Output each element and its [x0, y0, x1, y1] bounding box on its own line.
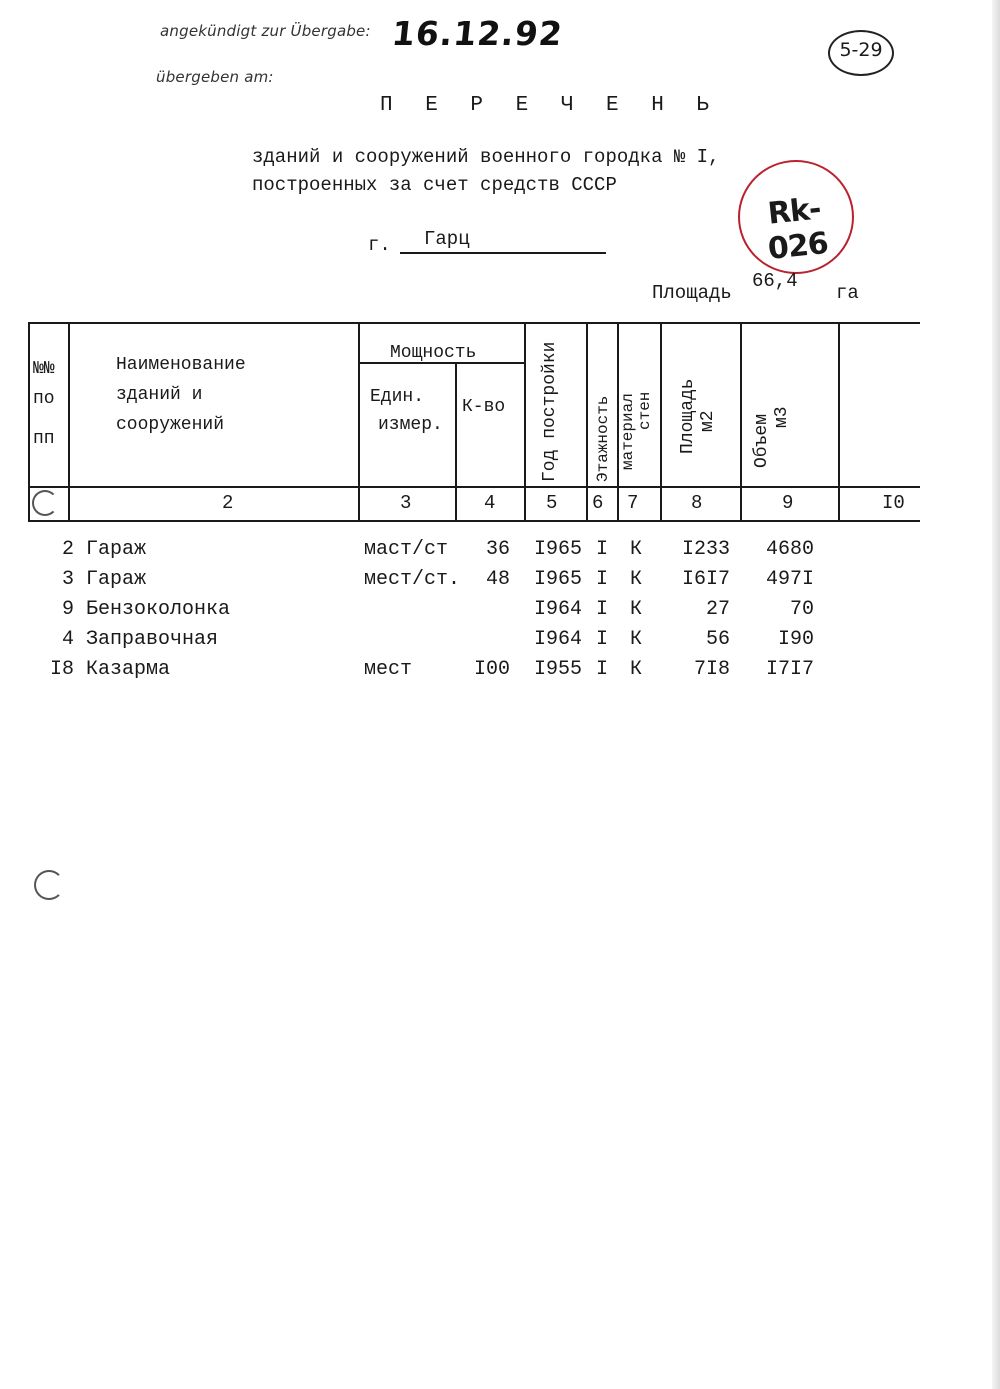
- header-qty: К-во: [462, 397, 506, 417]
- cell-no: 2: [61, 538, 74, 561]
- cell-floors: I: [596, 628, 609, 651]
- scan-edge: [992, 0, 1000, 1389]
- area-label: Площадь: [652, 282, 732, 304]
- cell-name: Бензоколонка: [86, 598, 231, 621]
- header-name-2: зданий и: [116, 385, 203, 405]
- cell-name: Казарма: [86, 658, 171, 681]
- cell-area: I6I7: [681, 568, 730, 591]
- punch-hole: [34, 870, 64, 900]
- cell-year: I964: [534, 598, 583, 621]
- cell-year: I955: [534, 658, 583, 681]
- cell-volume: I90: [777, 628, 814, 651]
- cell-name: Заправочная: [86, 628, 219, 651]
- header-name-3: сооружений: [116, 415, 225, 435]
- cell-volume: I7I7: [765, 658, 814, 681]
- document-title: П Е Р Е Ч Е Н Ь: [380, 94, 720, 117]
- col-number-10: I0: [882, 492, 905, 514]
- header-num-2: по: [33, 389, 55, 409]
- cell-area: 27: [705, 598, 730, 621]
- area-value: 66,4: [752, 270, 798, 292]
- cell-unit: мест: [364, 658, 413, 681]
- col-number-5: 5: [546, 492, 558, 514]
- cell-floors: I: [596, 538, 609, 561]
- page-number: 5-29: [839, 39, 883, 61]
- cell-floors: I: [596, 598, 609, 621]
- cell-material: К: [630, 658, 643, 681]
- handed-over-label: übergeben am:: [156, 68, 274, 86]
- cell-material: К: [630, 628, 643, 651]
- announced-label: angekündigt zur Übergabe:: [160, 22, 371, 40]
- cell-area: I233: [681, 538, 730, 561]
- cell-no: 3: [61, 568, 74, 591]
- city-underline: [400, 252, 606, 254]
- header-area-1: Площадь: [678, 378, 698, 454]
- header-num-3: пп: [33, 429, 55, 449]
- cell-unit: маст/ст: [364, 538, 449, 561]
- cell-volume: 4680: [765, 538, 814, 561]
- cell-no: 4: [61, 628, 74, 651]
- header-storeys: Этажность: [594, 395, 612, 482]
- cell-year: I965: [534, 568, 583, 591]
- header-volume: [752, 406, 792, 468]
- header-year: Год постройки: [540, 341, 560, 482]
- cell-volume: 497I: [765, 568, 814, 591]
- header-material: [620, 392, 654, 470]
- cell-floors: I: [596, 568, 609, 591]
- col-number-8: 8: [691, 492, 703, 514]
- subtitle-line-1: зданий и сооружений военного городка № I,: [252, 146, 720, 168]
- header-volume-2: м3: [772, 406, 792, 428]
- archive-mark: Rk-026: [766, 191, 830, 267]
- cell-qty: 48: [485, 568, 510, 591]
- cell-material: К: [630, 598, 643, 621]
- col-number-4: 4: [484, 492, 496, 514]
- announced-date: 16.12.92: [389, 14, 565, 53]
- header-name-1: Наименование: [116, 355, 246, 375]
- col-number-7: 7: [627, 492, 639, 514]
- cell-name: Гараж: [86, 568, 147, 591]
- cell-qty: 36: [485, 538, 510, 561]
- cell-volume: 70: [789, 598, 814, 621]
- cell-no: I8: [49, 658, 74, 681]
- col-number-6: 6: [592, 492, 604, 514]
- area-unit: га: [836, 282, 859, 304]
- header-num-1: №№: [33, 359, 55, 379]
- cell-material: К: [630, 538, 643, 561]
- punch-hole-mark: [32, 490, 58, 516]
- cell-unit: мест/ст.: [364, 568, 461, 591]
- archive-stamp: [738, 160, 854, 274]
- header-capacity: Мощность: [390, 343, 477, 363]
- cell-material: К: [630, 568, 643, 591]
- header-unit-2: измер.: [378, 415, 443, 435]
- cell-floors: I: [596, 658, 609, 681]
- cell-year: I965: [534, 538, 583, 561]
- cell-area: 56: [705, 628, 730, 651]
- subtitle-line-2: построенных за счет средств СССР: [252, 174, 617, 196]
- page-number-oval: [828, 30, 894, 76]
- col-number-2: 2: [222, 492, 234, 514]
- header-unit-1: Един.: [370, 387, 425, 407]
- city-prefix: г.: [368, 234, 391, 256]
- city-name: Гарц: [424, 228, 470, 250]
- cell-qty: I00: [473, 658, 510, 681]
- cell-year: I964: [534, 628, 583, 651]
- header-material-1: материал: [619, 393, 637, 470]
- cell-name: Гараж: [86, 538, 147, 561]
- header-volume-1: Объем: [752, 413, 772, 468]
- cell-no: 9: [61, 598, 74, 621]
- header-material-2: стен: [636, 391, 654, 430]
- header-area: [678, 378, 718, 454]
- col-number-9: 9: [782, 492, 794, 514]
- col-number-3: 3: [400, 492, 412, 514]
- cell-area: 7I8: [693, 658, 730, 681]
- header-area-2: м2: [698, 410, 718, 432]
